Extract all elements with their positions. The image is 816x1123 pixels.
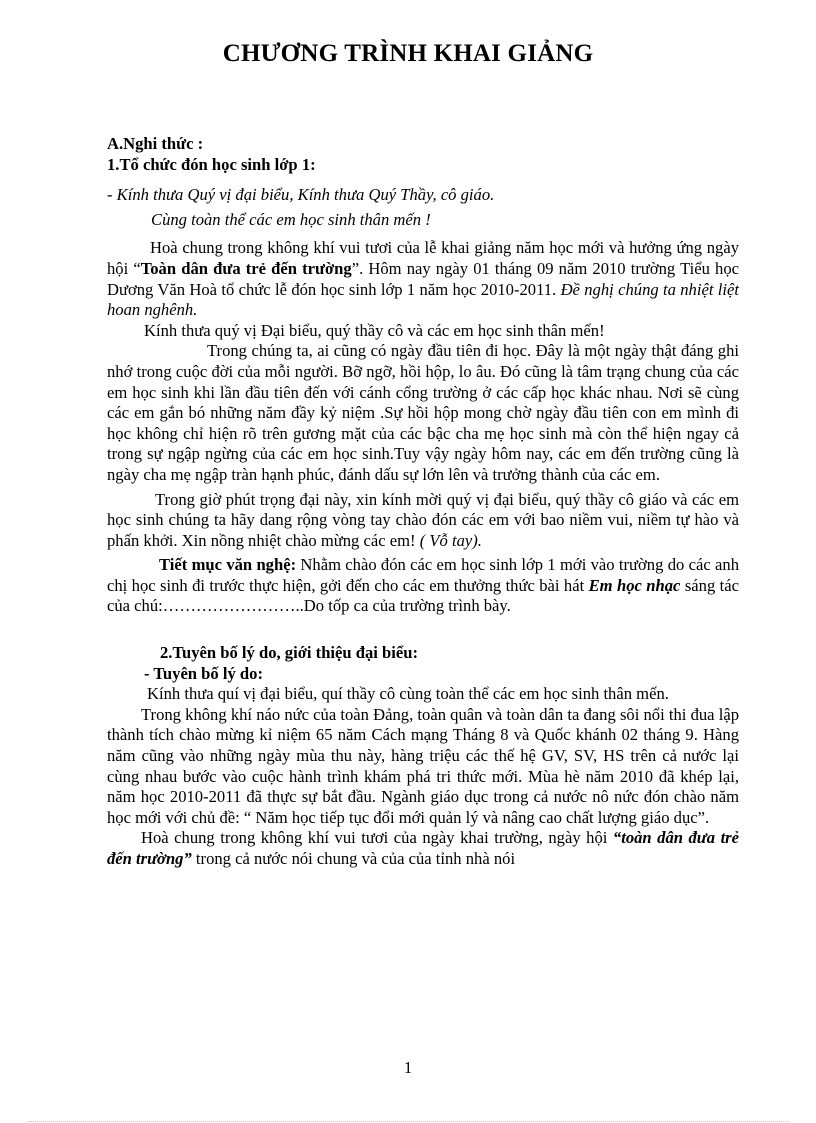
paragraph-performance <box>107 555 739 617</box>
performance-text-2: sáng tác của chú:……………………..Do tốp ca của trường trình bày. <box>107 575 739 616</box>
document-body <box>107 134 739 870</box>
song-title: Em học nhạc <box>588 575 681 595</box>
page-boundary-line <box>28 1121 788 1122</box>
page-title: CHƯƠNG TRÌNH KHAI GIẢNG <box>222 40 594 67</box>
greeting-line-2: Cùng toàn thể các em học sinh thân mến ! <box>151 209 431 229</box>
paragraph-invitation-text: Trong giờ phút trọng đại này, xin kính mời quý vị đại biểu, quý thầy cô giáo và các em học sinh chúng ta hãy dang rộng vòng tay chào đón các em với bao niềm vui, niềm tự hào và phấn khởi. Xin nồng nhiệt chào mừng các em! <box>107 489 739 550</box>
greeting-line-1: - Kính thưa Quý vị đại biểu, Kính thưa Quý Thầy, cô giáo. <box>107 185 495 205</box>
page-number: 1 <box>403 1058 413 1077</box>
paragraph-first-day: Trong chúng ta, ai cũng có ngày đầu tiên đi học. Đây là một ngày thật đáng ghi nhớ trong cuộc đời của mỗi người. Bỡ ngỡ, hồi hộp, lo âu. Đó cũng là tâm trạng chung của các em học sinh khi lần đầu tiên đến với cánh cổng trường ở các cấp học khác nhau. Nơi sẽ cùng các em gắn bó những năm đầy kỷ niệm .Sự hồi hộp mong chờ ngày đầu tiên con em mình đi học không chỉ hiện rõ trên gương mặt của các bậc cha mẹ học sinh mà còn thể hiện ngay cả trong sự ngập ngừng của các em học sinh.Tuy vậy ngày hôm nay, các em đến trường cũng là ngày cha mẹ ngập tràn hạnh phúc, đánh dấu sự lớn lên và trưởng thành của các em. <box>107 341 739 484</box>
paragraph-campaign-text-2: trong cả nước nói chung và của của tỉnh nhà nói <box>191 849 516 868</box>
paragraph-context: Trong không khí náo nức của toàn Đảng, toàn quân và toàn dân ta đang sôi nổi thi đua lập thành tích chào mừng kỉ niệm 65 năm Cách mạng Tháng 8 và Quốc khánh 02 tháng 9. Hàng năm cũng vào những ngày mùa thu này, hàng triệu các thế hệ GV, SV, HS trên cả nước lại cùng nhau bước vào cuộc hành trình khám phá tri thức mới. Mùa hè năm 2010 đã khép lại, năm học 2010-2011 đã thực sự bắt đầu. Ngành giáo dục trong cả nước nô nức đón chào năm học mới với chủ đề: “ Năm học tiếp tục đổi mới quản lý và nâng cao chất lượng giáo dục”. <box>107 704 739 827</box>
campaign-quote: “toàn dân đưa trẻ đến trường” <box>107 828 740 868</box>
applause-request: Đề nghị chúng ta nhiệt liệt hoan nghênh. <box>107 279 739 320</box>
paragraph-welcome <box>107 238 739 320</box>
paragraph-welcome-text-2: ”. Hôm nay ngày 01 tháng 09 năm 2010 trường Tiểu học Dương Văn Hoà tổ chức lễ đón học sinh lớp 1 năm học 2010-2011. <box>107 258 740 299</box>
applause-note: ( Vỗ tay). <box>419 530 482 550</box>
spacer <box>107 617 739 643</box>
paragraph-address: Kính thưa quý vị Đại biểu, quý thầy cô và các em học sinh thân mến! <box>144 320 605 340</box>
campaign-name: Toàn dân đưa trẻ đến trường <box>140 258 352 278</box>
paragraph-campaign <box>107 828 739 869</box>
performance-text: Nhằm chào đón các em học sinh lớp 1 mới vào trường do các anh chị học sinh đi trước thực hiện, gởi đến cho các em thưởng thức bài hát <box>107 555 739 595</box>
paragraph-welcome-text: Hoà chung trong không khí vui tươi của lễ khai giảng năm học mới và hưởng ứng ngày hội “ <box>107 238 739 278</box>
paragraph-campaign-text: Hoà chung trong không khí vui tươi của ngày khai trường, ngày hội <box>141 828 613 848</box>
subsection-reason-heading: - Tuyên bố lý do: <box>144 663 263 683</box>
paragraph-greeting-guests: Kính thưa quí vị đại biểu, quí thầy cô cùng toàn thể các em học sinh thân mến. <box>147 684 669 704</box>
section-2-heading: 2.Tuyên bố lý do, giới thiệu đại biểu: <box>160 643 419 663</box>
section-a-heading: A.Nghi thức : <box>107 134 204 153</box>
performance-label: Tiết mục văn nghệ: <box>159 555 297 575</box>
section-1-heading: 1.Tổ chức đón học sinh lớp 1: <box>107 154 316 174</box>
paragraph-invitation <box>107 490 739 552</box>
